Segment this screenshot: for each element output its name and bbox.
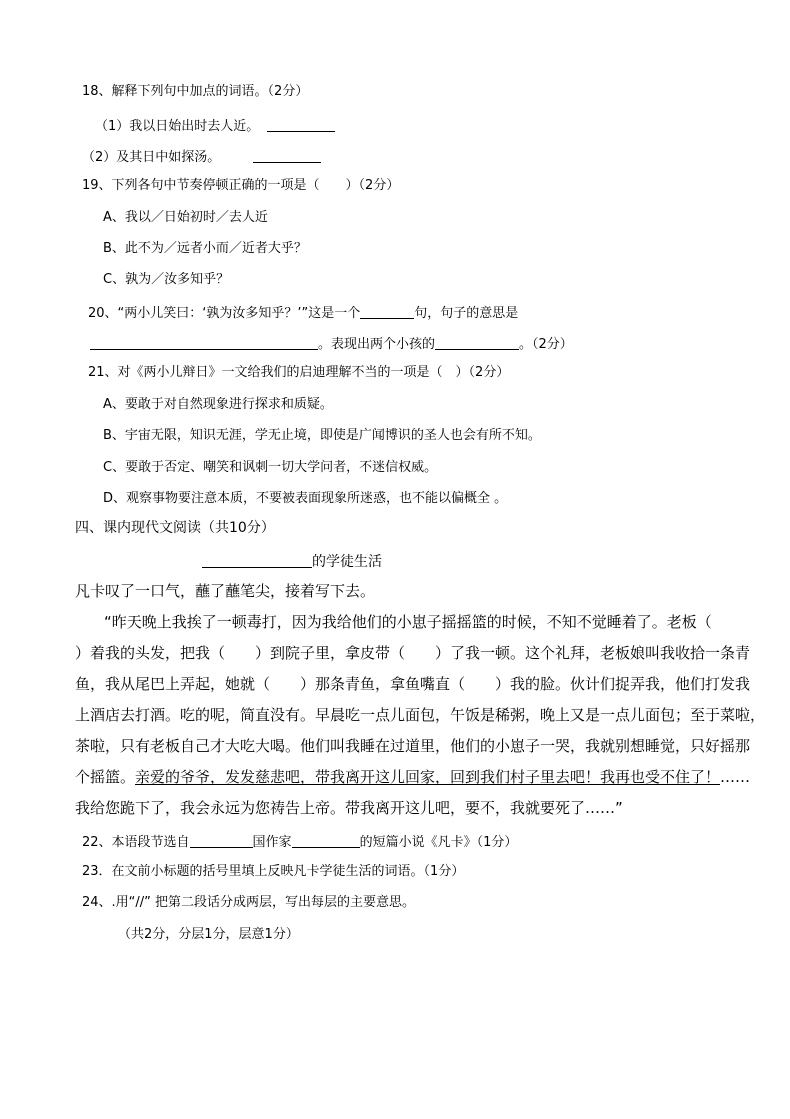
q18-item-2-text: （2）及其日中如探汤。 <box>82 150 221 165</box>
passage-line-2: “昨天晚上我挨了一顿毒打，因为我给他们的小崽子摇摇篮的时候，不知不觉睡着了。老板（ <box>104 613 712 631</box>
q20-part-1: 20、“两小儿笑曰：‘孰为汝多知乎？’”这是一个 <box>88 306 361 321</box>
q21-option-b: B、宇宙无限，知识无涯，学无止境，即使是广闻博识的圣人也会有所不知。 <box>103 428 541 443</box>
passage-line-4: 鱼，我从尾巴上弄起，她就（ ）那条青鱼，拿鱼嘴直（ ）我的脸。伙计们捉弄我，他们打发我 <box>75 675 751 693</box>
passage-line-8: 我给您跪下了，我会永远为您祷告上帝。带我离开这儿吧，要不，我就要死了……” <box>75 799 623 817</box>
q24-note: （共2分，分层1分，层意1分） <box>118 927 299 942</box>
q19-option-b: B、此不为／远者小而／近者大乎？ <box>103 241 307 256</box>
q22-part-2: 国作家 <box>252 835 292 850</box>
q20-part-4: 。（2分） <box>519 337 573 352</box>
q20-part-2: 句，句子的意思是 <box>414 306 519 321</box>
q23-text: 23．在文前小标题的括号里填上反映凡卡学徒生活的词语。（1分） <box>82 864 465 879</box>
passage-line-5: 上酒店去打酒。吃的呢，简直没有。早晨吃一点儿面包，午饭是稀粥，晚上又是一点儿面包；至于菜啦， <box>75 706 766 724</box>
q20-meaning-blank[interactable] <box>90 335 318 350</box>
q19-option-c: C、孰为／汝多知乎？ <box>103 272 230 287</box>
q21-option-a: A、要敢于对自然现象进行探求和质疑。 <box>103 397 333 412</box>
q22-part-3: 的短篇小说《凡卡》（1分） <box>359 835 518 850</box>
passage-line-7 <box>75 770 750 785</box>
passage-line-7-plain: 个摇篮。 <box>75 768 136 786</box>
passage-line-3: ）着我的头发，把我（ ）到院子里，拿皮带（ ）了我一顿。这个礼拜，老板娘叫我收拾一条青 <box>75 644 751 662</box>
q22-part-1: 22、本语段节选自 <box>82 835 190 850</box>
q20-children-blank[interactable] <box>435 335 519 350</box>
passage-subtitle <box>202 553 382 569</box>
q18-item-2-blank[interactable] <box>253 148 321 163</box>
q21-title: 21、对《两小儿辩日》一文给我们的启迪理解不当的一项是（ ）（2分） <box>88 365 510 380</box>
q19-title: 19、下列各句中节奏停顿正确的一项是（ ）（2分） <box>82 178 400 193</box>
q20-line-2 <box>90 335 573 351</box>
q24-text: 24、.用“//” 把第二段话分成两层，写出每层的主要意思。 <box>82 895 416 910</box>
q20-sentence-type-blank[interactable] <box>360 304 414 319</box>
q20-line-1 <box>88 304 518 320</box>
q18-title: 18、解释下列句中加点的词语。（2分） <box>82 84 309 99</box>
q18-item-1 <box>95 117 335 133</box>
passage-subtitle-suffix: 的学徒生活 <box>312 554 382 570</box>
q21-option-d: D、观察事物要注意本质，不要被表面现象所迷惑，也不能以偏概全 。 <box>103 491 508 506</box>
q22-line <box>82 833 517 849</box>
q18-item-2 <box>82 148 321 164</box>
q22-author-blank[interactable] <box>292 833 360 848</box>
q18-item-1-blank[interactable] <box>267 117 335 132</box>
passage-line-6: 茶啦，只有老板自己才大吃大喝。他们叫我睡在过道里，他们的小崽子一哭，我就别想睡觉，只好摇那 <box>75 737 751 755</box>
passage-underlined-sentence: 亲爱的爷爷，发发慈悲吧，带我离开这儿回家，回到我们村子里去吧！我再也受不住了！ <box>135 768 721 786</box>
q20-part-3: 。表现出两个小孩的 <box>318 337 436 352</box>
q22-country-blank[interactable] <box>190 833 253 848</box>
section-4-heading: 四、课内现代文阅读（共10分） <box>75 520 275 536</box>
q21-option-c: C、要敢于否定、嘲笑和讽刺一切大学问者，不迷信权威。 <box>103 460 438 475</box>
passage-line-7-tail: …… <box>720 768 751 786</box>
q19-option-a: A、我以／日始初时／去人近 <box>103 210 268 225</box>
q18-item-1-text: （1）我以日始出时去人近。 <box>95 119 260 134</box>
passage-subtitle-blank[interactable] <box>202 553 312 568</box>
passage-line-1: 凡卡叹了一口气，蘸了蘸笔尖，接着写下去。 <box>75 582 376 600</box>
